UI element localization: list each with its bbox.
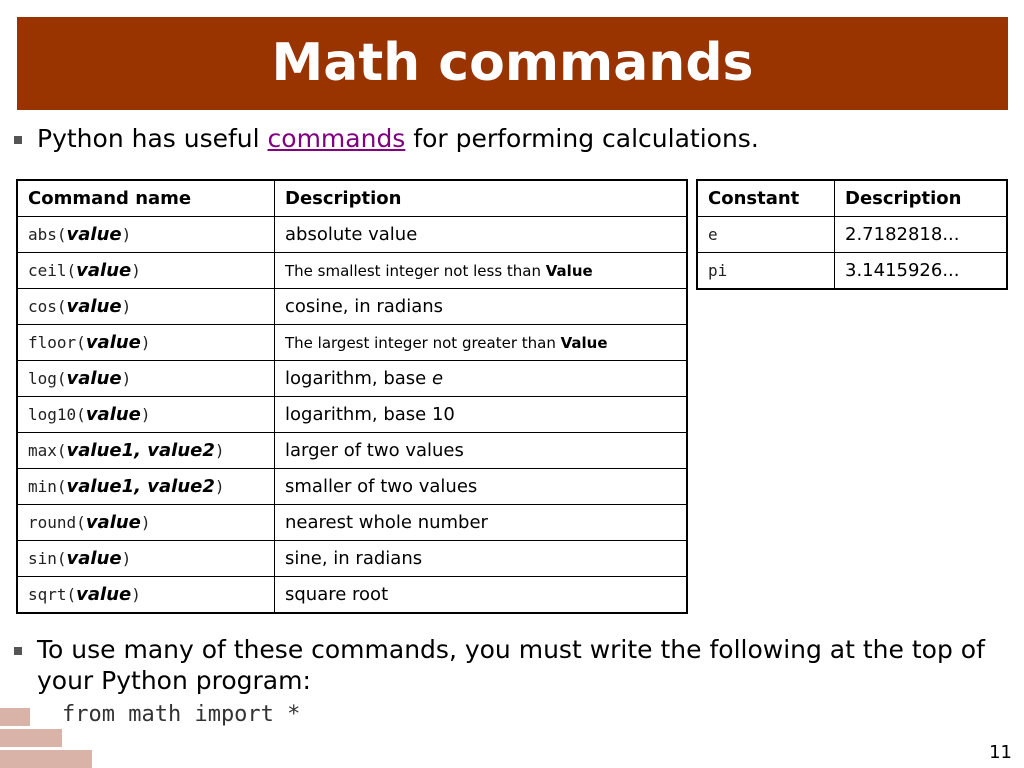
page-number: 11 (989, 742, 1012, 763)
description-cell (275, 577, 688, 614)
constants-table-body (697, 217, 1007, 290)
table-row (17, 397, 687, 433)
table-row (17, 361, 687, 397)
argument: value2 (147, 440, 215, 461)
bullet-icon (14, 136, 22, 144)
paren-close: ) (121, 225, 132, 244)
brick-decoration (0, 750, 92, 768)
description-text: logarithm, base 10 (285, 404, 455, 425)
function-name: sin (28, 549, 57, 568)
description-text: square root (285, 584, 389, 605)
command-cell (17, 541, 275, 577)
constant-name-cell: pi (697, 253, 835, 290)
paren-open: ( (66, 261, 77, 280)
argument: value (66, 224, 122, 245)
argument: value (66, 548, 122, 569)
command-cell (17, 289, 275, 325)
table-row (17, 469, 687, 505)
description-emphasis: Value (545, 261, 593, 280)
argument: value (85, 332, 141, 353)
argument: value (66, 296, 122, 317)
description-text: larger of two values (285, 440, 464, 461)
intro-text (37, 122, 759, 156)
brick-decoration (0, 708, 30, 726)
paren-open: ( (76, 513, 86, 532)
description-emphasis: e (431, 368, 444, 389)
paren-close: ) (121, 297, 132, 316)
command-cell (17, 217, 275, 253)
command-cell (17, 325, 275, 361)
command-cell (17, 469, 275, 505)
description-cell (275, 289, 688, 325)
description-cell (275, 541, 688, 577)
table-row (17, 505, 687, 541)
function-name: abs (28, 225, 57, 244)
description-cell (275, 217, 688, 253)
description-emphasis: Value (560, 333, 608, 352)
paren-open: ( (56, 225, 67, 244)
paren-open: ( (76, 333, 86, 352)
commands-link[interactable]: commands (267, 124, 406, 153)
description-cell (275, 361, 688, 397)
description-cell (275, 397, 688, 433)
description-text: The smallest integer not less than (285, 261, 546, 280)
description-cell (275, 433, 688, 469)
description-text: The largest integer not greater than (285, 333, 561, 352)
paren-close: ) (214, 441, 225, 460)
command-cell (17, 397, 275, 433)
constant-value-cell: 2.7182818... (835, 217, 1008, 253)
argument: value (66, 368, 122, 389)
command-cell (17, 253, 275, 289)
header-constant: Constant (697, 180, 835, 217)
commands-table-body (17, 217, 687, 614)
paren-close: ) (214, 477, 225, 496)
table-row (17, 577, 687, 614)
constants-table (696, 179, 1008, 290)
argument: value1 (66, 476, 135, 497)
command-cell (17, 505, 275, 541)
arg-separator: , (134, 476, 148, 497)
intro-after: for performing calculations. (405, 124, 759, 153)
command-cell (17, 433, 275, 469)
argument: value (76, 260, 132, 281)
slide-title: Math commands (17, 17, 1008, 110)
argument: value1 (66, 440, 135, 461)
paren-open: ( (56, 477, 67, 496)
function-name: log (28, 369, 57, 388)
constant-value-cell: 3.1415926... (835, 253, 1008, 290)
code-snippet: from math import * (62, 702, 301, 727)
paren-close: ) (131, 261, 141, 280)
function-name: log10 (28, 405, 77, 424)
function-name: ceil (28, 261, 67, 280)
commands-table (16, 179, 688, 614)
bullet-icon (14, 647, 22, 655)
command-cell (17, 361, 275, 397)
table-header-row (697, 180, 1007, 217)
paren-close: ) (121, 369, 132, 388)
description-cell (275, 253, 688, 289)
paren-close: ) (121, 549, 132, 568)
description-text: logarithm, base (285, 368, 432, 389)
argument: value (85, 404, 141, 425)
paren-close: ) (140, 513, 151, 532)
function-name: round (28, 513, 77, 532)
paren-open: ( (56, 441, 67, 460)
function-name: min (28, 477, 57, 496)
table-row (17, 325, 687, 361)
paren-close: ) (140, 333, 151, 352)
intro-before: Python has useful (37, 124, 268, 153)
brick-decoration (0, 729, 62, 747)
description-text: smaller of two values (285, 476, 478, 497)
table-header-row (17, 180, 687, 217)
table-row (17, 541, 687, 577)
function-name: max (28, 441, 57, 460)
paren-open: ( (76, 405, 86, 424)
function-name: cos (28, 297, 57, 316)
header-description: Description (275, 180, 688, 217)
paren-close: ) (140, 405, 151, 424)
argument: value2 (147, 476, 215, 497)
table-row (697, 253, 1007, 290)
argument: value (85, 512, 141, 533)
description-text: sine, in radians (285, 548, 423, 569)
constant-name-cell: e (697, 217, 835, 253)
description-text: cosine, in radians (285, 296, 444, 317)
arg-separator: , (134, 440, 148, 461)
paren-open: ( (56, 369, 67, 388)
description-cell (275, 325, 688, 361)
header-description: Description (835, 180, 1008, 217)
header-command-name: Command name (17, 180, 275, 217)
description-text: absolute value (285, 224, 418, 245)
paren-open: ( (56, 297, 67, 316)
function-name: floor (28, 333, 77, 352)
table-row (17, 217, 687, 253)
outro-text: To use many of these commands, you must write the following at the top of your Python program: (37, 635, 985, 695)
table-row (697, 217, 1007, 253)
table-row (17, 289, 687, 325)
command-cell (17, 577, 275, 614)
description-cell (275, 469, 688, 505)
paren-close: ) (131, 585, 141, 604)
argument: value (76, 584, 132, 605)
paren-open: ( (66, 585, 77, 604)
description-text: nearest whole number (285, 512, 488, 533)
function-name: sqrt (28, 585, 67, 604)
paren-open: ( (56, 549, 67, 568)
description-cell (275, 505, 688, 541)
table-row (17, 253, 687, 289)
table-row (17, 433, 687, 469)
